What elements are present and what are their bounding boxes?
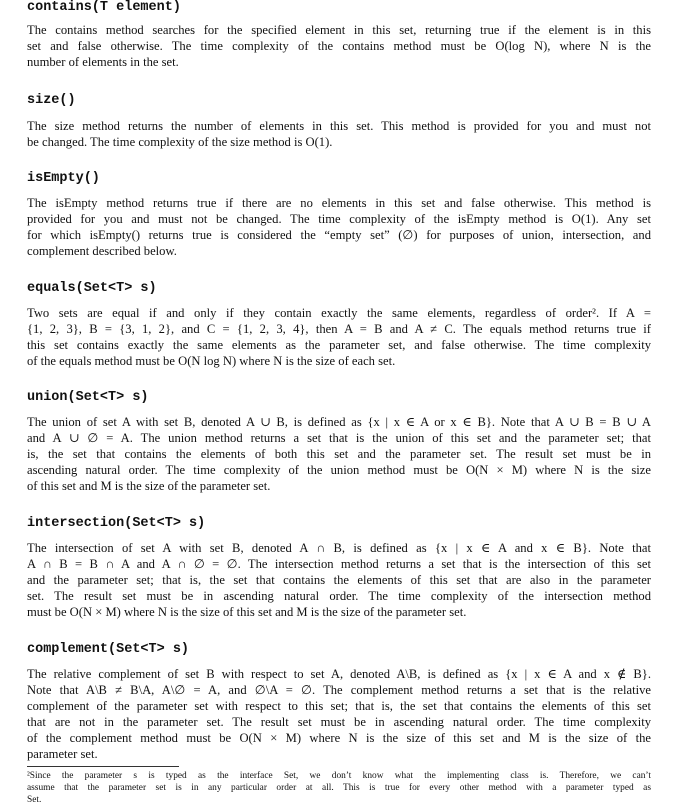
method-heading-contains: contains(T element) (27, 0, 181, 15)
footnote-line: Set. (27, 795, 42, 805)
paragraph-contains (27, 22, 651, 70)
footnote-rule (27, 766, 179, 767)
method-heading-size: size() (27, 93, 76, 108)
text-line: The size method returns the number of elements in this set. This method is provided for you and must not (27, 119, 651, 133)
paragraph-equals (27, 305, 651, 369)
text-line: The isEmpty method returns true if there are no elements in this set and false otherwise. This method is (27, 196, 651, 210)
text-line: number of elements in the set. (27, 55, 179, 69)
footnote-line: assume that the parameter set is in any particular order at all. This is true for every other method with a parameter typed as (27, 783, 651, 793)
text-line: set. The result set must be in ascending natural order. The time complexity of the intersection method (27, 589, 651, 603)
text-line: The relative complement of set B with respect to set A, denoted A\B, is defined as {x | x ∈ A and x ∉ B}. (27, 667, 651, 681)
text-line: set and false otherwise. The time complexity of the contains method must be O(log N), where N is the (27, 39, 651, 53)
text-line: must be O(N × M) where N is the size of this set and M is the size of the parameter set. (27, 605, 467, 619)
paragraph-union (27, 414, 651, 494)
method-heading-complement: complement(Set<T> s) (27, 642, 190, 657)
footnote (27, 770, 651, 806)
text-line: is, the set that contains the elements of both this set and the parameter set. The result set must be in (27, 447, 651, 461)
text-line: The union of set A with set B, denoted A ∪ B, is defined as {x | x ∈ A or x ∈ B}. Note that A ∪ B = B ∪ A (27, 415, 651, 429)
method-heading-intersection: intersection(Set<T> s) (27, 516, 206, 531)
text-line: Note that A\B ≠ B\A, A\∅ = A, and ∅\A = ∅. The complement method returns a set that is the relative (27, 683, 651, 697)
text-line: provided for you and must not be changed. The time complexity of the isEmpty method is O(1). Any set (27, 212, 651, 226)
paragraph-isempty (27, 195, 651, 259)
paragraph-intersection (27, 540, 651, 620)
text-line: for which isEmpty() returns true is considered the “empty set” (∅) for purposes of union, intersection, and (27, 228, 651, 242)
method-heading-isempty: isEmpty() (27, 171, 100, 186)
text-line: The intersection of set A with set B, denoted A ∩ B, is defined as {x | x ∈ A and x ∈ B}. Note that (27, 541, 651, 555)
text-line: and the parameter set; that is, the set that contains the elements of this set that are also in the parameter (27, 573, 651, 587)
text-line: of this set and M is the size of the parameter set. (27, 479, 271, 493)
text-line: that are not in the parameter set. The result set must be in ascending natural order. The time complexity (27, 715, 651, 729)
text-line: of the equals method must be O(N log N) where N is the size of each set. (27, 354, 396, 368)
text-line: be changed. The time complexity of the size method is O(1). (27, 135, 333, 149)
footnote-line: ²Since the parameter s is typed as the interface Set, we don’t know what the implementing class is. Therefore, we can’t (27, 771, 651, 781)
paragraph-complement (27, 666, 651, 762)
text-line: complement of the parameter set with respect to this set; that is, the set that contains the elements of this set (27, 699, 651, 713)
text-line: of the complement method must be O(N × M) where N is the size of this set and M is the size of the (27, 731, 651, 745)
text-line: and A ∪ ∅ = A. The union method returns a set that is the union of this set and the parameter set; that (27, 431, 651, 445)
text-line: {1, 2, 3}, B = {3, 1, 2}, and C = {1, 2, 3, 4}, then A = B and A ≠ C. The equals method returns true if (27, 322, 651, 336)
text-line: complement described below. (27, 244, 177, 258)
method-heading-union: union(Set<T> s) (27, 390, 149, 405)
text-line: A ∩ B = B ∩ A and A ∩ ∅ = ∅. The intersection method returns a set that is the intersection of this set (27, 557, 651, 571)
text-line: this set contains exactly the same elements as the parameter set, and false otherwise. The time complexity (27, 338, 651, 352)
text-line: ascending natural order. The time complexity of the union method must be O(N × M) where N is the size (27, 463, 651, 477)
text-line: parameter set. (27, 747, 98, 761)
text-line: The contains method searches for the specified element in this set, returning true if the element is in this (27, 23, 651, 37)
paragraph-size (27, 118, 651, 150)
method-heading-equals: equals(Set<T> s) (27, 281, 157, 296)
text-line: Two sets are equal if and only if they contain exactly the same elements, regardless of order². If A = (27, 306, 651, 320)
